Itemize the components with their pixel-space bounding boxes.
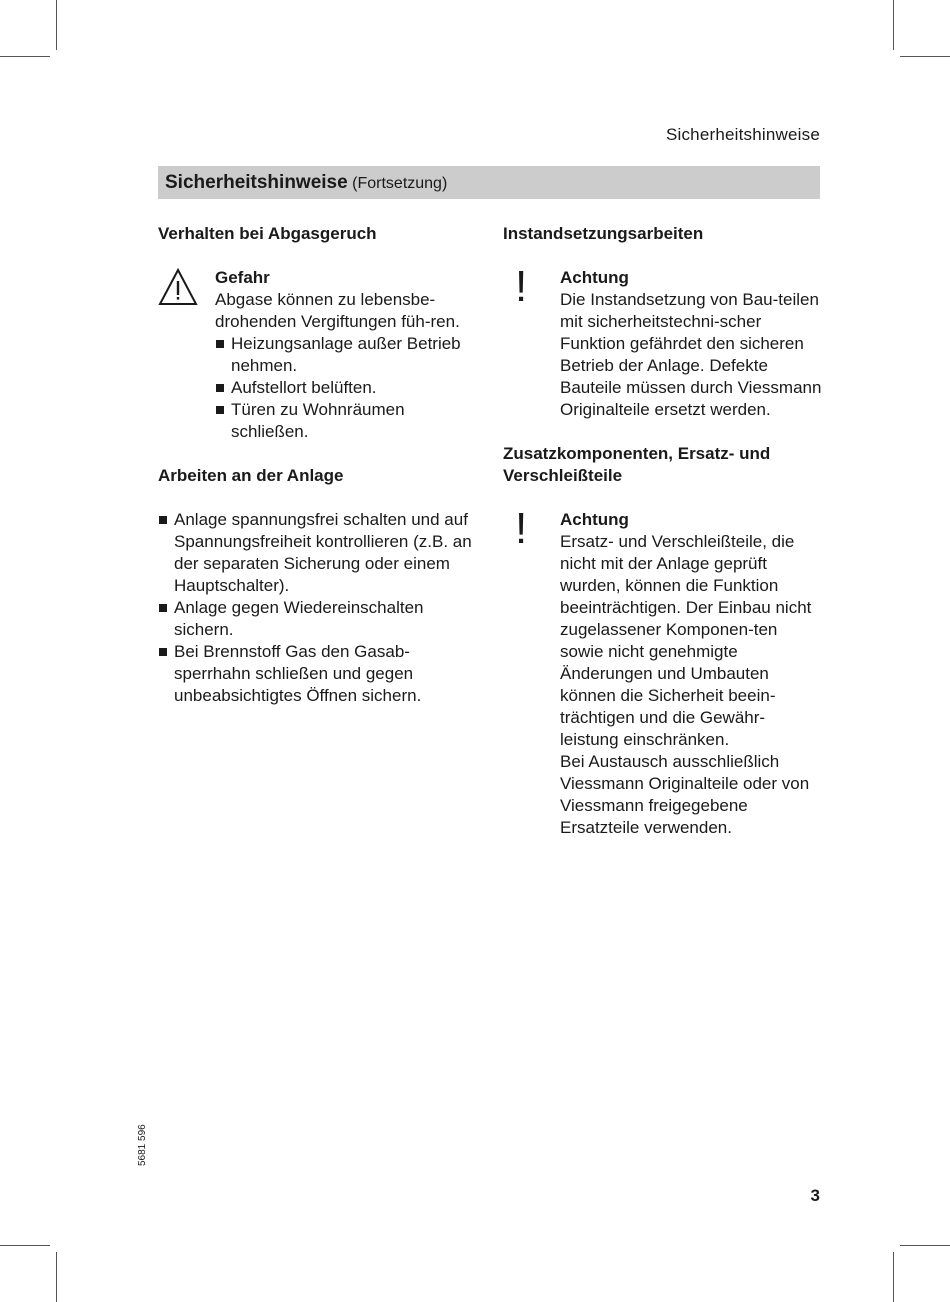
page-number: 3 [810,1186,820,1205]
caution-notice-text: Ersatz- und Verschleißteile, die nicht mit der Anlage geprüft wurden, können die Funktion beeinträchtigen. Der Einbau nicht zugelassener Komponen-ten sowie nicht genehmigte Änderungen und Umbauten können die Sicherheit beein-trächtigen und die Gewähr-leistung einschränken. [560,532,812,749]
caution-notice-text-2: Bei Austausch ausschließlich Viessmann Originalteile oder von Viessmann freigegebene Ersatzteile verwenden. [560,752,810,837]
notice-kind-gefahr: Gefahr [215,268,270,287]
crop-mark [893,0,894,50]
exclamation-icon: ! [515,504,528,553]
section-title-continued: (Fortsetzung) [352,175,448,192]
exhaust-section [158,223,478,443]
exhaust-bullet-list [215,333,478,443]
caution-notice [503,504,823,839]
work-heading: Arbeiten an der Anlage [158,466,344,485]
crop-mark [56,0,57,50]
repair-heading: Instandsetzungsarbeiten [503,224,704,243]
notice-kind-achtung: Achtung [560,268,629,287]
document-code: 5681 596 [137,1124,148,1166]
parts-section [503,443,823,839]
crop-mark [893,1252,894,1302]
caution-notice-text: Die Instandsetzung von Bau-teilen mit sicherheitstechni-scher Funktion gefährdet den sicheren Betrieb der Anlage. Defekte Bauteile müssen durch Viessmann Originalteile ersetzt werden. [560,290,822,419]
exhaust-heading: Verhalten bei Abgasgeruch [158,224,377,243]
danger-notice [158,267,478,443]
crop-mark [0,56,50,57]
notice-kind-achtung: Achtung [560,510,629,529]
list-item: Anlage spannungsfrei schalten und auf Spannungsfreiheit kontrollieren (z.B. an der separaten Sicherung oder einem Hauptschalter). [158,509,478,597]
right-column [503,223,823,861]
list-item: Aufstellort belüften. [215,377,478,399]
list-item: Bei Brennstoff Gas den Gasab-sperrhahn schließen und gegen unbeabsichtigtes Öffnen sichern. [158,641,478,707]
crop-mark [56,1252,57,1302]
work-section [158,465,478,707]
work-bullet-list [158,509,478,707]
parts-heading: Zusatzkomponenten, Ersatz- und Verschleißteile [503,444,771,485]
crop-mark [900,56,950,57]
crop-mark [900,1245,950,1246]
left-column [158,223,478,729]
running-head: Sicherheitshinweise [665,125,820,144]
danger-notice-text: Abgase können zu lebensbe-drohenden Vergiftungen füh-ren. [215,290,460,331]
caution-notice [503,262,823,421]
section-title-bar [158,166,820,199]
exclamation-icon: ! [515,262,528,311]
crop-mark [0,1245,50,1246]
list-item: Türen zu Wohnräumen schließen. [215,399,478,443]
warning-triangle-icon [158,267,198,313]
section-title: Sicherheitshinweise [165,172,348,193]
list-item: Heizungsanlage außer Betrieb nehmen. [215,333,478,377]
repair-section [503,223,823,421]
list-item: Anlage gegen Wiedereinschalten sichern. [158,597,478,641]
